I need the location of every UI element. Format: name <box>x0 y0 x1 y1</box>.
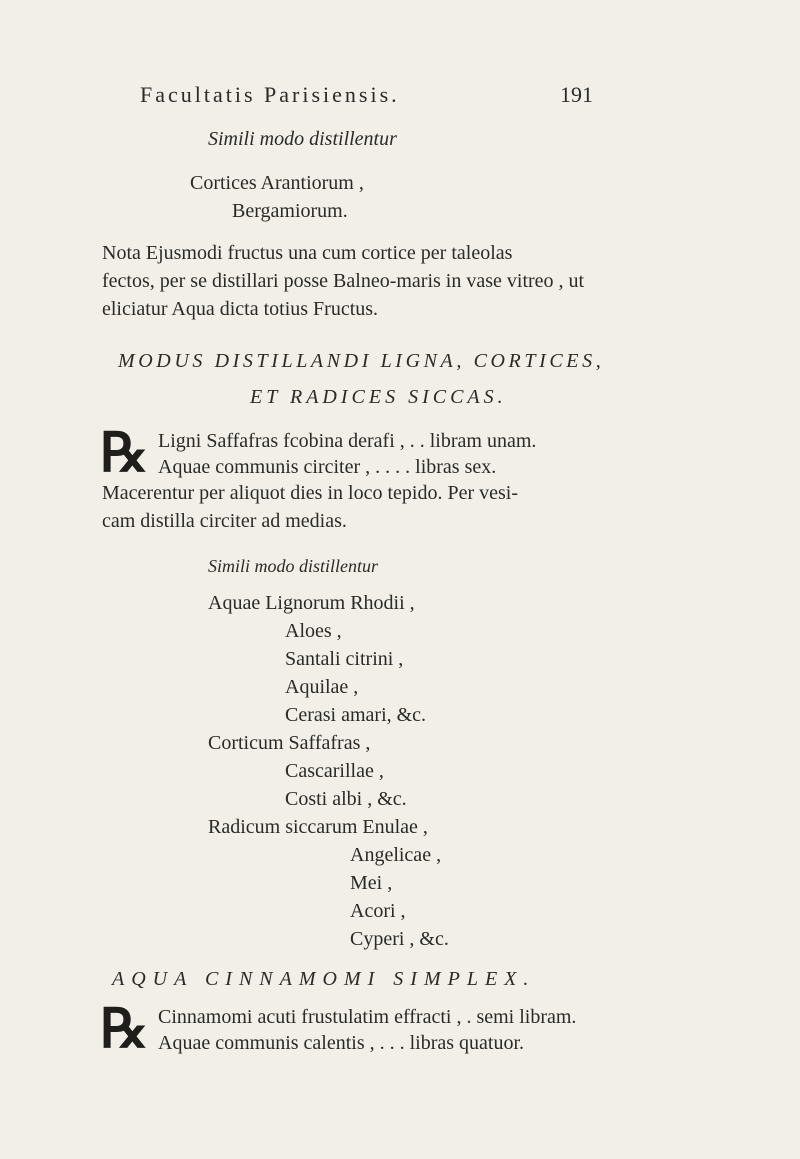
list-item: Cyperi , &c. <box>350 928 449 950</box>
recipe-line: Macerentur per aliquot dies in loco tepido. Per vesi- <box>102 482 518 504</box>
recipe-symbol: ℞ <box>100 999 145 1059</box>
section-heading: ET RADICES SICCAS. <box>250 386 507 408</box>
section-subtitle: Simili modo distillentur <box>208 128 397 150</box>
list-item: Corticum Saffafras , <box>208 732 371 754</box>
recipe-line: Aquae communis circiter , . . . . libras sex. <box>158 456 497 478</box>
list-item: Aquae Lignorum Rhodii , <box>208 592 415 614</box>
section-heading: AQUA CINNAMOMI SIMPLEX. <box>112 968 536 990</box>
running-header: Facultatis Parisiensis. <box>140 82 400 107</box>
recipe-symbol: ℞ <box>100 423 145 483</box>
list-item: Acori , <box>350 900 406 922</box>
list-item: Costi albi , &c. <box>285 788 407 810</box>
recipe-line: Cinnamomi acuti frustulatim effracti , . semi libram. <box>158 1006 577 1028</box>
list-item: Aquilae , <box>285 676 359 698</box>
nota-line: eliciatur Aqua dicta totius Fructus. <box>102 298 379 320</box>
recipe-line: Aquae communis calentis , . . . libras quatuor. <box>158 1032 525 1054</box>
list-item: Aloes , <box>285 620 342 642</box>
ingredient-line: Cortices Arantiorum , <box>190 172 364 194</box>
list-item: Radicum siccarum Enulae , <box>208 816 428 838</box>
list-item: Angelicae , <box>350 844 442 866</box>
list-item: Santali citrini , <box>285 648 404 670</box>
nota-line: Nota Ejusmodi fructus una cum cortice per taleolas <box>102 242 513 264</box>
list-item: Cerasi amari, &c. <box>285 704 427 726</box>
list-item: Cascarillae , <box>285 760 384 782</box>
section-subtitle: Simili modo distillentur <box>208 556 379 576</box>
ingredient-line: Bergamiorum. <box>232 200 348 222</box>
recipe-line: cam distilla circiter ad medias. <box>102 510 347 532</box>
page-number: 191 <box>560 82 593 107</box>
list-item: Mei , <box>350 872 393 894</box>
recipe-line: Ligni Saffafras fcobina derafi , . . libram unam. <box>158 430 537 452</box>
section-heading: MODUS DISTILLANDI LIGNA, CORTICES, <box>118 350 605 372</box>
nota-line: fectos, per se distillari posse Balneo-maris in vase vitreo , ut <box>102 270 585 292</box>
